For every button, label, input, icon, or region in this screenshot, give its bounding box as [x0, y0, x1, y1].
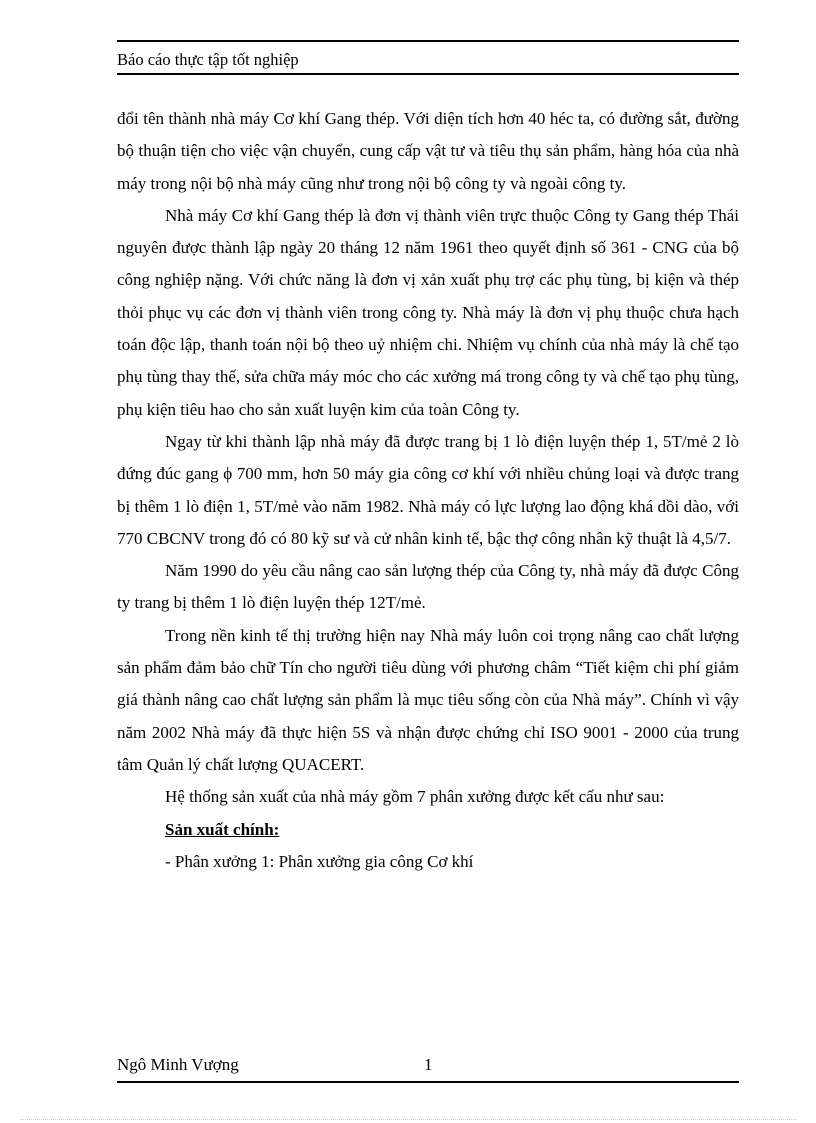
page-bottom-edge — [20, 1119, 796, 1120]
paragraph-1990-upgrade: Năm 1990 do yêu cầu nâng cao sản lượng thép của Công ty, nhà máy đã được Công ty trang bị thêm 1 lò điện luyện thép 12T/mẻ. — [117, 561, 739, 613]
paragraph-quality: Trong nền kinh tế thị trường hiện nay Nhà máy luôn coi trọng nâng cao chất lượng sản phẩm đảm bảo chữ Tín cho người tiêu dùng với phương châm “Tiết kiệm chi phí giảm giá thành nâng cao chất lượng sản phẩm là mục tiêu sống còn của Nhà máy”. Chính vì vậy năm 2002 Nhà máy đã thực hiện 5S và nhận được chứng chỉ ISO 9001 - 2000 của trung tâm Quản lý chất lượng QUACERT. — [117, 625, 739, 774]
section-heading-text: Sản xuất chính — [165, 819, 274, 839]
section-heading-main-production — [117, 814, 739, 846]
section-heading-colon: : — [273, 819, 280, 839]
header-top-rule — [117, 40, 739, 42]
header-bottom-rule — [117, 73, 739, 75]
paragraph-equipment: Ngay từ khi thành lập nhà máy đã được trang bị 1 lò điện luyện thép 1, 5T/mẻ 2 lò đứng đúc gang ϕ 700 mm, hơn 50 máy gia công cơ khí với nhiều chủng loại và được trang bị thêm 1 lò điện 1, 5T/mẻ vào năm 1982. Nhà máy có lực lượng lao động khá dồi dào, với 770 CBCNV trong đó có 80 kỹ sư và cử nhân kinh tế, bậc thợ công nhân kỹ thuật là 4,5/7. — [117, 431, 739, 548]
footer-rule — [117, 1081, 739, 1083]
paragraph-company-history: Nhà máy Cơ khí Gang thép là đơn vị thành viên trực thuộc Công ty Gang thép Thái nguyên được thành lập ngày 20 tháng 12 năm 1961 theo quyết định số 361 - CNG của bộ công nghiệp nặng. Với chức năng là đơn vị xản xuất phụ trợ các phụ tùng, bị kiện và thép thỏi phục vụ các đơn vị thành viên trong công ty. Nhà máy là đơn vị phụ thuộc chưa hạch toán độc lập, thanh toán nội bộ theo uỷ nhiệm chi. Nhiệm vụ chính của nhà máy là chế tạo phụ tùng thay thế, sửa chữa máy móc cho các xưởng má trong công ty và chế tạo phụ tùng, phụ kiện tiêu hao cho sản xuất luyện kim của toàn Công ty. — [117, 205, 739, 419]
paragraph-continuation: đổi tên thành nhà máy Cơ khí Gang thép. Với diện tích hơn 40 héc ta, có đường sắt, đường bộ thuận tiện cho việc vận chuyển, cung cấp vật tư và tiêu thụ sản phẩm, hàng hóa của nhà máy trong nội bộ nhà máy cũng như trong nội bộ công ty và ngoài công ty. — [117, 109, 739, 193]
document-body — [117, 103, 739, 878]
header-title: Báo cáo thực tập tốt nghiệp — [117, 50, 299, 69]
list-item-workshop-1: - Phân xưởng 1: Phân xưởng gia công Cơ khí — [165, 851, 474, 871]
paragraph-production-system: Hệ thống sản xuất của nhà máy gồm 7 phân xưởng được kết cấu như sau: — [165, 787, 665, 807]
footer-page-number: 1 — [424, 1055, 433, 1074]
footer-author: Ngô Minh Vượng — [117, 1055, 239, 1074]
